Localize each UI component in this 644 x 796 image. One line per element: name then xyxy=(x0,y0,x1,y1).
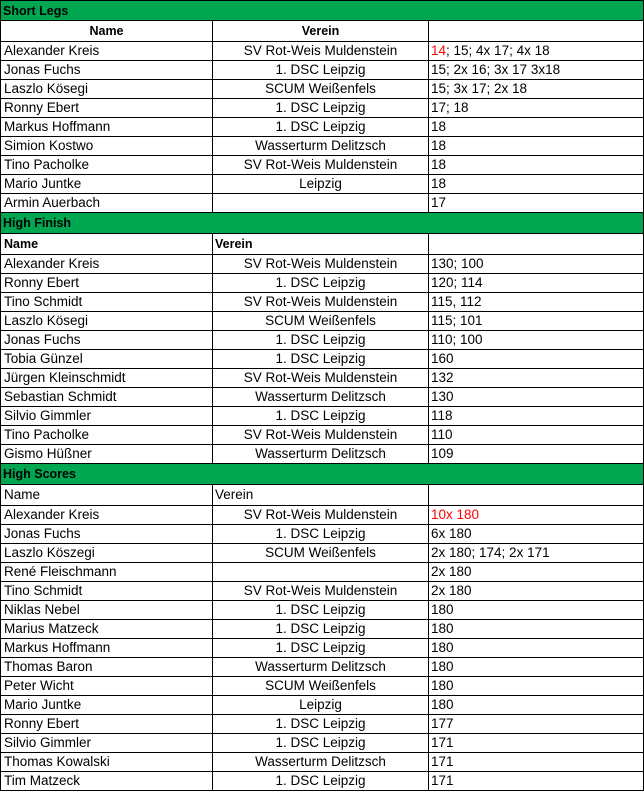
column-header-value xyxy=(429,234,644,255)
table-row xyxy=(0,715,644,734)
table-row xyxy=(0,350,644,369)
club-cell: 1. DSC Leipzig xyxy=(213,601,429,620)
result-text: 180 xyxy=(431,640,454,655)
result-cell xyxy=(429,118,644,137)
player-name-cell: Tino Schmidt xyxy=(0,582,213,601)
club-cell: Wasserturm Delitzsch xyxy=(213,137,429,156)
result-text: 115; 101 xyxy=(431,313,483,328)
player-name-cell: Thomas Kowalski xyxy=(0,753,213,772)
club-cell: 1. DSC Leipzig xyxy=(213,715,429,734)
result-cell xyxy=(429,753,644,772)
club-cell xyxy=(213,563,429,582)
result-text: 180 xyxy=(431,602,454,617)
result-cell xyxy=(429,677,644,696)
result-cell xyxy=(429,658,644,677)
result-cell xyxy=(429,696,644,715)
player-name-cell: Tino Pacholke xyxy=(0,426,213,445)
result-cell xyxy=(429,407,644,426)
header-row-short-legs xyxy=(0,21,644,42)
club-cell: 1. DSC Leipzig xyxy=(213,620,429,639)
table-row xyxy=(0,293,644,312)
table-row xyxy=(0,658,644,677)
table-row xyxy=(0,137,644,156)
table-row xyxy=(0,274,644,293)
player-name-cell: Ronny Ebert xyxy=(0,274,213,293)
player-name-cell: Mario Juntke xyxy=(0,696,213,715)
result-text: 132 xyxy=(431,370,454,385)
result-text: 17; 18 xyxy=(431,100,469,115)
result-cell xyxy=(429,426,644,445)
column-header-club: Verein xyxy=(213,234,429,255)
club-cell: 1. DSC Leipzig xyxy=(213,734,429,753)
result-text: 180 xyxy=(431,697,454,712)
player-name-cell: Markus Hoffmann xyxy=(0,639,213,658)
player-name-cell: Silvio Gimmler xyxy=(0,407,213,426)
best-result: 14 xyxy=(431,43,447,58)
table-row xyxy=(0,175,644,194)
club-cell: Wasserturm Delitzsch xyxy=(213,445,429,464)
column-header-club: Verein xyxy=(213,485,429,506)
club-cell: 1. DSC Leipzig xyxy=(213,639,429,658)
result-cell xyxy=(429,255,644,274)
result-text: 118 xyxy=(431,408,453,423)
result-text: 180 xyxy=(431,659,454,674)
club-cell: 1. DSC Leipzig xyxy=(213,772,429,791)
result-text: 10x 180 xyxy=(431,507,480,522)
result-text: 18 xyxy=(431,157,447,172)
header-row-high-scores xyxy=(0,485,644,506)
player-name-cell: Gismo Hüßner xyxy=(0,445,213,464)
player-name-cell: Tino Pacholke xyxy=(0,156,213,175)
result-cell xyxy=(429,445,644,464)
result-text: 17 xyxy=(431,195,447,210)
result-text: 110; 100 xyxy=(431,332,483,347)
column-header-name: Name xyxy=(0,234,213,255)
result-cell xyxy=(429,293,644,312)
high-scores-rows xyxy=(0,506,644,791)
result-text: 18 xyxy=(431,138,447,153)
table-row xyxy=(0,620,644,639)
table-row xyxy=(0,407,644,426)
table-row xyxy=(0,753,644,772)
result-cell xyxy=(429,42,644,61)
result-text: 180 xyxy=(431,678,454,693)
player-name-cell: Armin Auerbach xyxy=(0,194,213,213)
table-row xyxy=(0,601,644,620)
player-name-cell: Jonas Fuchs xyxy=(0,61,213,80)
club-cell: 1. DSC Leipzig xyxy=(213,274,429,293)
player-name-cell: Jonas Fuchs xyxy=(0,331,213,350)
result-cell xyxy=(429,137,644,156)
table-row xyxy=(0,80,644,99)
result-cell xyxy=(429,563,644,582)
result-cell xyxy=(429,175,644,194)
result-cell xyxy=(429,734,644,753)
result-cell xyxy=(429,772,644,791)
high-finish-rows xyxy=(0,255,644,464)
result-cell xyxy=(429,582,644,601)
club-cell xyxy=(213,194,429,213)
result-text: 171 xyxy=(431,773,454,788)
table-row xyxy=(0,582,644,601)
club-cell: SV Rot-Weis Muldenstein xyxy=(213,426,429,445)
result-text: 180 xyxy=(431,621,454,636)
player-name-cell: Simion Kostwo xyxy=(0,137,213,156)
table-row xyxy=(0,563,644,582)
player-name-cell: Alexander Kreis xyxy=(0,255,213,274)
table-row xyxy=(0,156,644,175)
player-name-cell: René Fleischmann xyxy=(0,563,213,582)
club-cell: 1. DSC Leipzig xyxy=(213,118,429,137)
result-cell xyxy=(429,61,644,80)
result-cell xyxy=(429,194,644,213)
result-text: 177 xyxy=(431,716,454,731)
result-text: 120; 114 xyxy=(431,275,483,290)
result-text: 171 xyxy=(431,735,454,750)
column-header-value xyxy=(429,21,644,42)
club-cell: SV Rot-Weis Muldenstein xyxy=(213,156,429,175)
result-cell xyxy=(429,80,644,99)
table-row xyxy=(0,525,644,544)
player-name-cell: Tino Schmidt xyxy=(0,293,213,312)
result-text: 2x 180; 174; 2x 171 xyxy=(431,545,550,560)
table-row xyxy=(0,331,644,350)
player-name-cell: Alexander Kreis xyxy=(0,506,213,525)
result-text: 15; 2x 16; 3x 17 3x18 xyxy=(431,62,561,77)
club-cell: SCUM Weißenfels xyxy=(213,312,429,331)
player-name-cell: Peter Wicht xyxy=(0,677,213,696)
club-cell: SV Rot-Weis Muldenstein xyxy=(213,369,429,388)
result-text: 130 xyxy=(431,389,454,404)
result-cell xyxy=(429,639,644,658)
table-row xyxy=(0,312,644,331)
player-name-cell: Tim Matzeck xyxy=(0,772,213,791)
result-text: 2x 180 xyxy=(431,583,472,598)
section-title-short-legs: Short Legs xyxy=(0,0,644,21)
column-header-club: Verein xyxy=(213,21,429,42)
player-name-cell: Silvio Gimmler xyxy=(0,734,213,753)
result-cell xyxy=(429,388,644,407)
club-cell: Wasserturm Delitzsch xyxy=(213,658,429,677)
table-row xyxy=(0,369,644,388)
player-name-cell: Niklas Nebel xyxy=(0,601,213,620)
club-cell: SV Rot-Weis Muldenstein xyxy=(213,255,429,274)
club-cell: SV Rot-Weis Muldenstein xyxy=(213,506,429,525)
result-text: ; 15; 4x 17; 4x 18 xyxy=(446,43,550,58)
player-name-cell: Laszlo Kösegi xyxy=(0,80,213,99)
result-text: 171 xyxy=(431,754,454,769)
club-cell: SV Rot-Weis Muldenstein xyxy=(213,293,429,312)
result-cell xyxy=(429,544,644,563)
section-title-high-scores: High Scores xyxy=(0,464,644,485)
table-row xyxy=(0,194,644,213)
section-title-high-finish: High Finish xyxy=(0,213,644,234)
result-text: 109 xyxy=(431,446,454,461)
result-text: 6x 180 xyxy=(431,526,472,541)
club-cell: SCUM Weißenfels xyxy=(213,677,429,696)
player-name-cell: Jürgen Kleinschmidt xyxy=(0,369,213,388)
club-cell: Leipzig xyxy=(213,175,429,194)
player-name-cell: Ronny Ebert xyxy=(0,715,213,734)
club-cell: 1. DSC Leipzig xyxy=(213,525,429,544)
player-name-cell: Thomas Baron xyxy=(0,658,213,677)
result-text: 2x 180 xyxy=(431,564,472,579)
club-cell: 1. DSC Leipzig xyxy=(213,61,429,80)
table-row xyxy=(0,677,644,696)
player-name-cell: Jonas Fuchs xyxy=(0,525,213,544)
column-header-name: Name xyxy=(0,485,213,506)
table-row xyxy=(0,734,644,753)
club-cell: 1. DSC Leipzig xyxy=(213,407,429,426)
club-cell: 1. DSC Leipzig xyxy=(213,350,429,369)
club-cell: 1. DSC Leipzig xyxy=(213,99,429,118)
player-name-cell: Marius Matzeck xyxy=(0,620,213,639)
result-cell xyxy=(429,620,644,639)
result-cell xyxy=(429,350,644,369)
result-text: 115, 112 xyxy=(431,294,482,309)
table-row xyxy=(0,42,644,61)
table-row xyxy=(0,61,644,80)
result-text: 160 xyxy=(431,351,454,366)
result-cell xyxy=(429,525,644,544)
result-cell xyxy=(429,156,644,175)
result-text: 18 xyxy=(431,119,447,134)
player-name-cell: Laszlo Kösegi xyxy=(0,312,213,331)
player-name-cell: Laszlo Köszegi xyxy=(0,544,213,563)
club-cell: SV Rot-Weis Muldenstein xyxy=(213,42,429,61)
club-cell: 1. DSC Leipzig xyxy=(213,331,429,350)
club-cell: Wasserturm Delitzsch xyxy=(213,753,429,772)
result-cell xyxy=(429,601,644,620)
column-header-value xyxy=(429,485,644,506)
column-header-name: Name xyxy=(0,21,213,42)
table-row xyxy=(0,255,644,274)
result-cell xyxy=(429,369,644,388)
result-text: 18 xyxy=(431,176,447,191)
club-cell: SCUM Weißenfels xyxy=(213,544,429,563)
header-row-high-finish xyxy=(0,234,644,255)
result-text: 15; 3x 17; 2x 18 xyxy=(431,81,528,96)
result-text: 110 xyxy=(431,427,453,442)
player-name-cell: Mario Juntke xyxy=(0,175,213,194)
result-cell xyxy=(429,506,644,525)
short-legs-rows xyxy=(0,42,644,213)
player-name-cell: Markus Hoffmann xyxy=(0,118,213,137)
result-cell xyxy=(429,331,644,350)
club-cell: SCUM Weißenfels xyxy=(213,80,429,99)
result-cell xyxy=(429,274,644,293)
table-row xyxy=(0,99,644,118)
result-cell xyxy=(429,715,644,734)
table-row xyxy=(0,772,644,791)
result-text: 130; 100 xyxy=(431,256,484,271)
table-row xyxy=(0,506,644,525)
table-row xyxy=(0,118,644,137)
player-name-cell: Alexander Kreis xyxy=(0,42,213,61)
table-row xyxy=(0,426,644,445)
table-row xyxy=(0,388,644,407)
club-cell: SV Rot-Weis Muldenstein xyxy=(213,582,429,601)
table-row xyxy=(0,445,644,464)
player-name-cell: Ronny Ebert xyxy=(0,99,213,118)
table-row xyxy=(0,544,644,563)
result-cell xyxy=(429,99,644,118)
player-name-cell: Sebastian Schmidt xyxy=(0,388,213,407)
club-cell: Wasserturm Delitzsch xyxy=(213,388,429,407)
table-row xyxy=(0,696,644,715)
table-row xyxy=(0,639,644,658)
club-cell: Leipzig xyxy=(213,696,429,715)
player-name-cell: Tobia Günzel xyxy=(0,350,213,369)
result-cell xyxy=(429,312,644,331)
